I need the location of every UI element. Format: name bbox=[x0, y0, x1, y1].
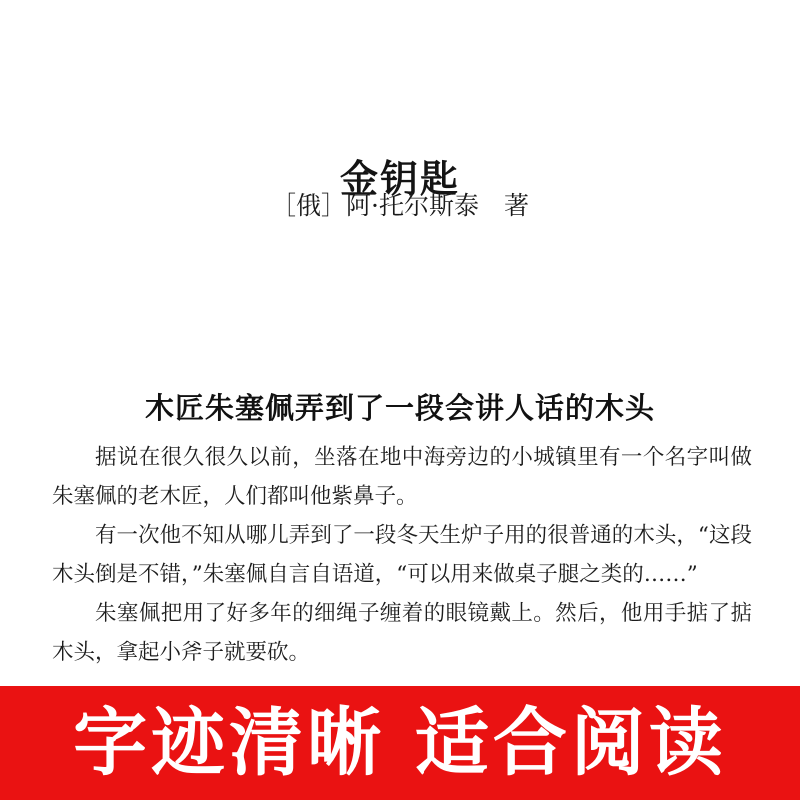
book-title: 金钥匙 bbox=[339, 156, 460, 202]
author-line bbox=[0, 188, 800, 224]
paragraph: 朱塞佩把用了好多年的细绳子缠着的眼镜戴上。然后，他用手掂了掂木头，拿起小斧子就要砍。 bbox=[52, 601, 752, 665]
banner-text: 字迹清晰 适合阅读 bbox=[73, 700, 727, 786]
author-text: ［俄］阿·托尔斯泰 著 bbox=[271, 191, 529, 220]
chapter-title: 木匠朱塞佩弄到了一段会讲人话的木头 bbox=[144, 391, 655, 426]
body-text bbox=[52, 438, 752, 672]
paragraph: 有一次他不知从哪儿弄到了一段冬天生炉子用的很普通的木头，“这段木头倒是不错，”朱塞佩自言自语道，“可以用来做桌子腿之类的……” bbox=[52, 523, 752, 587]
promo-banner bbox=[0, 686, 800, 800]
paragraph: 据说在很久很久以前，坐落在地中海旁边的小城镇里有一个名字叫做朱塞佩的老木匠，人们都叫他紫鼻子。 bbox=[52, 445, 752, 509]
